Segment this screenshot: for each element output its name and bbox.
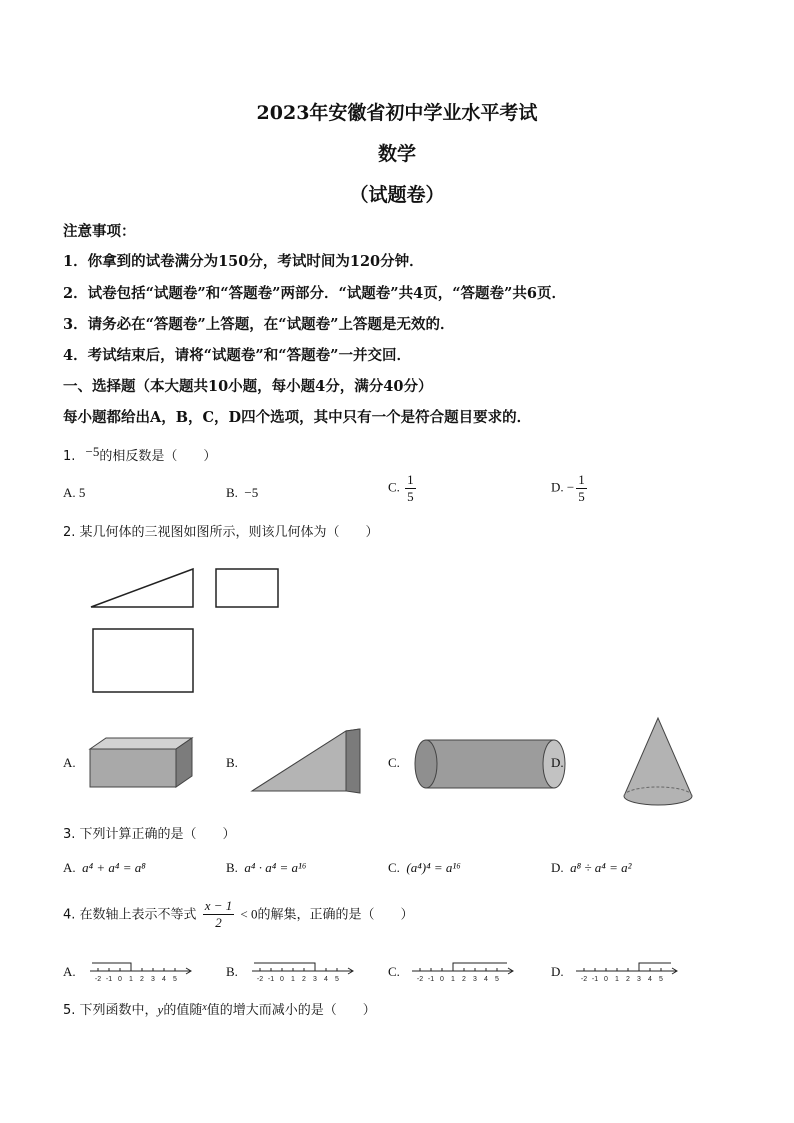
subject-title: 数学 [377,143,416,165]
axis-tick-label: 3 [151,976,155,983]
axis-tick-label: 4 [648,976,652,983]
q3-d-label: D. [551,860,564,875]
axis-tick-label: 5 [495,976,499,983]
note-item-2: 2．试卷包括“试题卷”和“答题卷”两部分．“试题卷”共4页，“答题卷”共6页． [63,285,566,302]
q1-a-value: 5 [78,485,86,500]
q1-b-value: −5 [244,485,259,500]
axis-tick-label: -2 [580,976,588,983]
q2-b-label: B. [226,755,238,770]
axis-tick-label: 5 [659,976,663,983]
q4-inequality: < 0 [240,906,258,922]
q3-option-c [388,860,461,876]
q2-a-label: A. [63,755,76,770]
axis-tick-label: 2 [462,976,466,983]
cuboid-image [88,735,196,791]
axis-tick-label: 1 [129,976,133,983]
cylinder-image [412,737,568,791]
q2-c-label: C. [388,755,400,770]
question-1 [63,445,216,464]
solution-bracket [453,963,507,971]
question-2: 2. 某几何体的三视图如图所示，则该几何体为（ ） [63,525,379,540]
q4-frac-num: x − 1 [203,898,235,915]
top-view-rectangle [93,629,193,692]
q1-c-numerator: 1 [405,472,416,489]
axis-tick-label: -2 [256,976,264,983]
q1-b-label: B. [226,485,238,500]
axis-tick-label: -2 [416,976,424,983]
solution-bracket [254,963,315,971]
q1-text: 的相反数是（ ） [99,449,217,464]
number-line-d [576,955,686,987]
axis-tick-label: 4 [162,976,166,983]
q3-b-label: B. [226,860,238,875]
note-item-4: 4．考试结束后，请将“试题卷”和“答题卷”一并交回． [63,347,411,364]
triangular-prism-image [250,725,368,797]
side-view-rectangle [216,569,278,607]
solution-bracket [639,963,671,971]
q4-prefix: 4. 在数轴上表示不等式 [63,907,197,923]
q2-d-label: D. [551,755,564,770]
three-views-figure [85,565,285,700]
axis-tick-label: 0 [118,976,122,983]
number-line-c [412,955,522,987]
q3-c-label: C. [388,860,400,875]
q5-y: y [157,1002,164,1017]
q1-d-denominator: 5 [578,489,585,505]
q1-c-denominator: 5 [407,489,414,505]
cone-image [620,716,698,808]
q3-option-a [63,860,146,876]
q4-frac-den: 2 [215,915,222,931]
q1-option-a [63,485,85,501]
front-view-triangle [91,569,193,607]
axis-tick-label: 4 [324,976,328,983]
q5-suffix: 值的增大而减小的是（ ） [206,1003,376,1018]
q3-c-expr: (a⁴)⁴ = a¹⁶ [406,860,461,875]
note-item-1: 1．你拿到的试卷满分为150分，考试时间为120分钟． [63,253,424,270]
q4-a-label: A. [63,964,76,979]
axis-tick-label: 0 [440,976,444,983]
number-line-a [90,955,200,987]
q3-d-expr: a⁸ ÷ a⁴ = a² [570,860,632,875]
axis-tick-label: 1 [291,976,295,983]
axis-tick-label: 2 [302,976,306,983]
q1-a-label: A. [63,485,76,500]
section-instruction: 每小题都给出A，B，C，D四个选项，其中只有一个是符合题目要求的． [63,409,532,426]
axis-tick-label: 3 [473,976,477,983]
q1-option-b [226,485,258,501]
q4-b-label: B. [226,964,238,979]
axis-tick-label: -1 [591,976,599,983]
axis-tick-label: 0 [604,976,608,983]
exam-title: 2023年安徽省初中学业水平考试 [256,102,538,124]
axis-tick-label: 1 [615,976,619,983]
q3-a-label: A. [63,860,76,875]
q3-a-expr: a⁴ + a⁴ = a⁸ [82,860,146,875]
axis-tick-label: -1 [267,976,275,983]
axis-tick-label: 5 [335,976,339,983]
q1-option-c [388,472,418,506]
question-4 [63,898,413,932]
q1-number: 1. [63,449,76,464]
q1-d-numerator: 1 [576,472,587,489]
axis-tick-label: -2 [94,976,102,983]
q1-expr: −5 [85,444,100,459]
q3-option-d [551,860,631,876]
q4-d-label: D. [551,964,564,979]
axis-tick-label: 5 [173,976,177,983]
axis-tick-label: -1 [105,976,113,983]
q3-b-expr: a⁴ · a⁴ = a¹⁶ [244,860,307,875]
notes-heading: 注意事项： [63,223,136,240]
question-5 [63,999,376,1018]
number-line-b [252,955,362,987]
axis-tick-label: 3 [313,976,317,983]
q5-mid: 的值随 [163,1003,203,1018]
axis-tick-label: 2 [140,976,144,983]
q1-c-label: C. [388,479,400,495]
axis-tick-label: -1 [427,976,435,983]
q1-d-label: D. [551,479,564,495]
note-item-3: 3．请务必在“答题卷”上答题，在“试题卷”上答题是无效的． [63,316,455,333]
axis-tick-label: 0 [280,976,284,983]
q5-x: x [202,1002,207,1013]
q1-option-d [551,472,589,506]
axis-tick-label: 2 [626,976,630,983]
q4-c-label: C. [388,964,400,979]
question-3: 3. 下列计算正确的是（ ） [63,827,236,842]
q3-option-b [226,860,306,876]
paper-title: （试题卷） [349,184,445,206]
q1-d-sign: − [566,479,575,495]
axis-tick-label: 3 [637,976,641,983]
axis-tick-label: 1 [451,976,455,983]
q5-prefix: 5. 下列函数中， [63,1003,158,1018]
axis-tick-label: 4 [484,976,488,983]
q4-suffix: 的解集，正确的是（ ） [257,907,414,923]
section-title: 一、选择题（本大题共10小题，每小题4分，满分40分） [63,378,433,395]
